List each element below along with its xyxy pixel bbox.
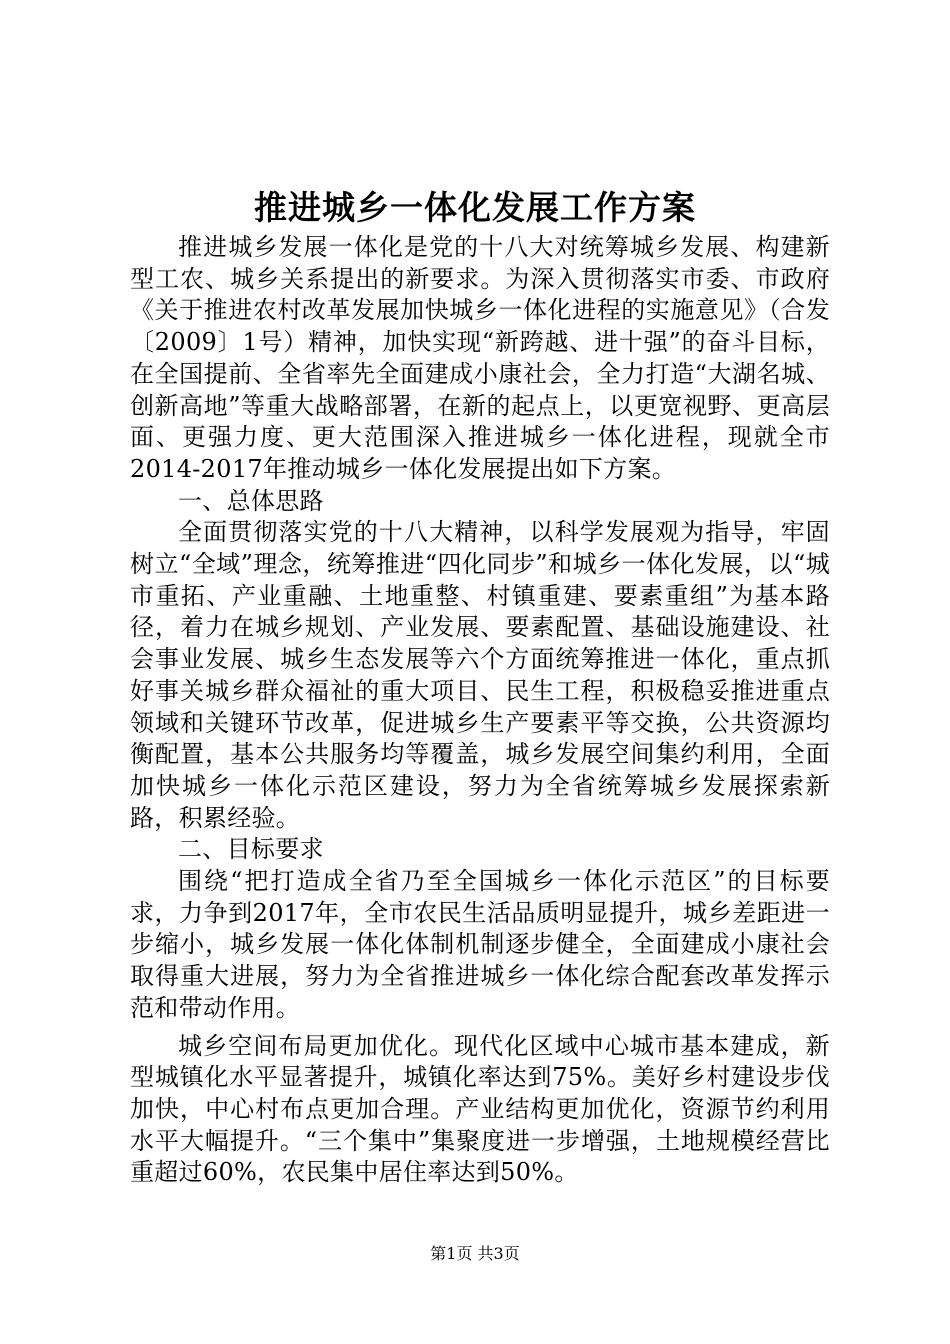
section-heading-goals: 二、目标要求 — [178, 835, 324, 864]
document-body — [130, 232, 830, 1189]
intro-paragraph: 推进城乡发展一体化是党的十八大对统筹城乡发展、构建新型工农、城乡关系提出的新要求。为深入贯彻落实市委、市政府《关于推进农村改革发展加快城乡一体化进程的实施意见》（合发〔2009〕1号）精神，加快实现“新跨越、进十强”的奋斗目标，在全国提前、全省率先全面建成小康社会，全力打造“大湖名城、创新高地”等重大战略部署，在新的起点上，以更宽视野、更高层面、更强力度、更大范围深入推进城乡一体化进程，现就全市2014-2017年推动城乡一体化发展提出如下方案。 — [130, 233, 830, 483]
page-footer: 第1页 共3页 — [430, 1244, 520, 1263]
goals-paragraph: 围绕“把打造成全省乃至全国城乡一体化示范区”的目标要求，力争到2017年，全市农民生活品质明显提升，城乡差距进一步缩小，城乡发展一体化体制机制逐步健全，全面建成小康社会取得重大进展，努力为全省推进城乡一体化综合配套改革发挥示范和带动作用。 — [130, 867, 830, 1022]
document-title: 推进城乡一体化发展工作方案 — [254, 188, 696, 227]
section-heading-overall-approach: 一、总体思路 — [178, 486, 324, 515]
overall-approach-paragraph: 全面贯彻落实党的十八大精神，以科学发展观为指导，牢固树立“全域”理念，统筹推进“四化同步”和城乡一体化发展，以“城市重拓、产业重融、土地重整、村镇重建、要素重组”为基本路径，着力在城乡规划、产业发展、要素配置、基础设施建设、社会事业发展、城乡生态发展等六个方面统筹推进一体化，重点抓好事关城乡群众福祉的重大项目、民生工程，积极稳妥推进重点领域和关键环节改革，促进城乡生产要素平等交换，公共资源均衡配置，基本公共服务均等覆盖，城乡发展空间集约利用，全面加快城乡一体化示范区建设，努力为全省统筹城乡发展探索新路，积累经验。 — [130, 518, 830, 832]
spatial-layout-paragraph: 城乡空间布局更加优化。现代化区域中心城市基本建成，新型城镇化水平显著提升，城镇化率达到75%。美好乡村建设步伐加快，中心村布点更加合理。产业结构更加优化，资源节约利用水平大幅提升。“三个集中”集聚度进一步增强，土地规模经营比重超过60%，农民集中居住率达到50%。 — [130, 1031, 830, 1187]
